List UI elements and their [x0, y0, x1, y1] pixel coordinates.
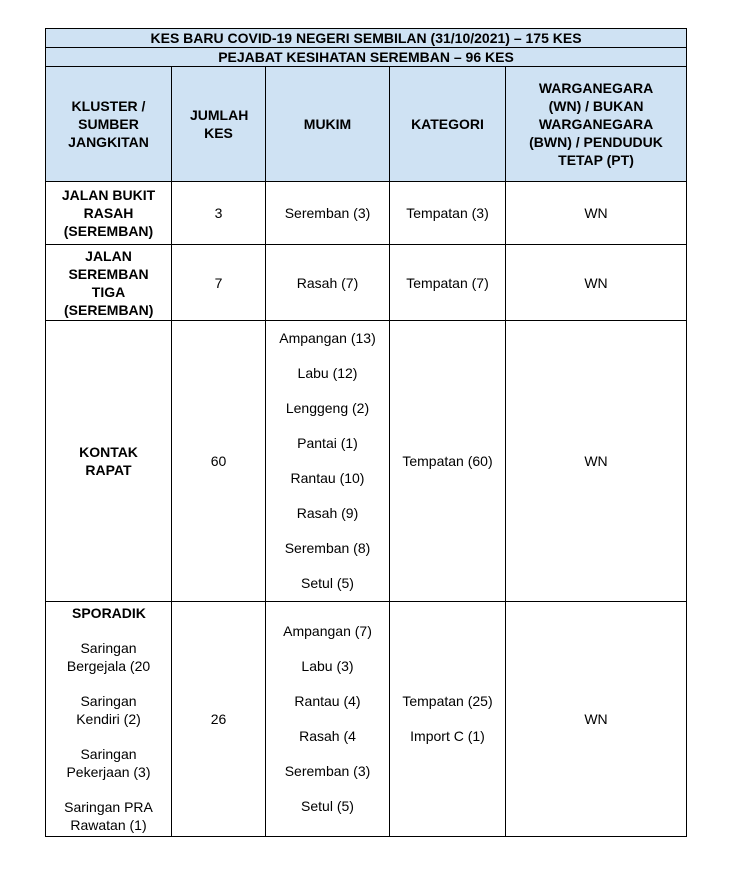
- header-warganegara: WARGANEGARA (WN) / BUKAN WARGANEGARA (BWN) / PENDUDUK TETAP (PT): [506, 67, 687, 182]
- table-subtitle: PEJABAT KESIHATAN SEREMBAN – 96 KES: [46, 48, 687, 67]
- mukim-item: Rantau (4): [294, 693, 361, 709]
- table-row: [46, 182, 687, 245]
- mukim-item: Setul (5): [301, 798, 354, 814]
- wn-cell: WN: [506, 245, 687, 321]
- mukim-item: Seremban (8): [284, 540, 371, 556]
- mukim-item: Ampangan (13): [279, 330, 376, 346]
- mukim-item: Pantai (1): [297, 435, 358, 451]
- mukim-item: Rasah (9): [296, 505, 359, 521]
- wn-cell: WN: [506, 321, 687, 602]
- wn-cell: WN: [506, 182, 687, 245]
- jumlah-cell: 7: [172, 245, 266, 321]
- header-kategori: KATEGORI: [390, 67, 506, 182]
- sporadik-item: Saringan Bergejala (20: [66, 640, 151, 674]
- sporadik-item: Saringan Pekerjaan (3): [66, 746, 151, 780]
- sporadik-item: Saringan Kendiri (2): [76, 693, 141, 727]
- header-mukim: MUKIM: [266, 67, 390, 182]
- kluster-cell: JALAN SEREMBAN TIGA (SEREMBAN): [46, 245, 172, 321]
- mukim-cell: [266, 321, 390, 602]
- kategori-cell: [390, 602, 506, 837]
- kategori-cell: Tempatan (60): [390, 321, 506, 602]
- mukim-item: Rasah (4: [299, 728, 356, 744]
- sporadik-title: SPORADIK: [72, 605, 146, 621]
- mukim-item: Labu (3): [301, 658, 354, 674]
- table-title: KES BARU COVID-19 NEGERI SEMBILAN (31/10/2021) – 175 KES: [46, 29, 687, 48]
- covid-cases-table: [45, 28, 687, 837]
- wn-cell: WN: [506, 602, 687, 837]
- mukim-item: Lenggeng (2): [285, 400, 370, 416]
- table-row: [46, 602, 687, 837]
- kategori-item: Tempatan (25): [402, 693, 493, 709]
- mukim-cell: Seremban (3): [266, 182, 390, 245]
- mukim-item: Rantau (10): [290, 470, 365, 486]
- kategori-cell: Tempatan (3): [390, 182, 506, 245]
- header-jumlah: JUMLAH KES: [172, 67, 266, 182]
- header-kluster: KLUSTER / SUMBER JANGKITAN: [46, 67, 172, 182]
- jumlah-cell: 60: [172, 321, 266, 602]
- table-row: [46, 321, 687, 602]
- mukim-cell: Rasah (7): [266, 245, 390, 321]
- kluster-cell: [46, 602, 172, 837]
- mukim-item: Labu (12): [297, 365, 358, 381]
- kluster-cell: JALAN BUKIT RASAH (SEREMBAN): [46, 182, 172, 245]
- jumlah-cell: 3: [172, 182, 266, 245]
- mukim-item: Setul (5): [301, 575, 354, 591]
- mukim-item: Ampangan (7): [283, 623, 372, 639]
- jumlah-cell: 26: [172, 602, 266, 837]
- kluster-cell: KONTAK RAPAT: [46, 321, 172, 602]
- table-row: [46, 245, 687, 321]
- kategori-cell: Tempatan (7): [390, 245, 506, 321]
- mukim-cell: [266, 602, 390, 837]
- mukim-item: Seremban (3): [284, 763, 371, 779]
- sporadik-item: Saringan PRA Rawatan (1): [64, 799, 153, 833]
- kategori-item: Import C (1): [410, 728, 485, 744]
